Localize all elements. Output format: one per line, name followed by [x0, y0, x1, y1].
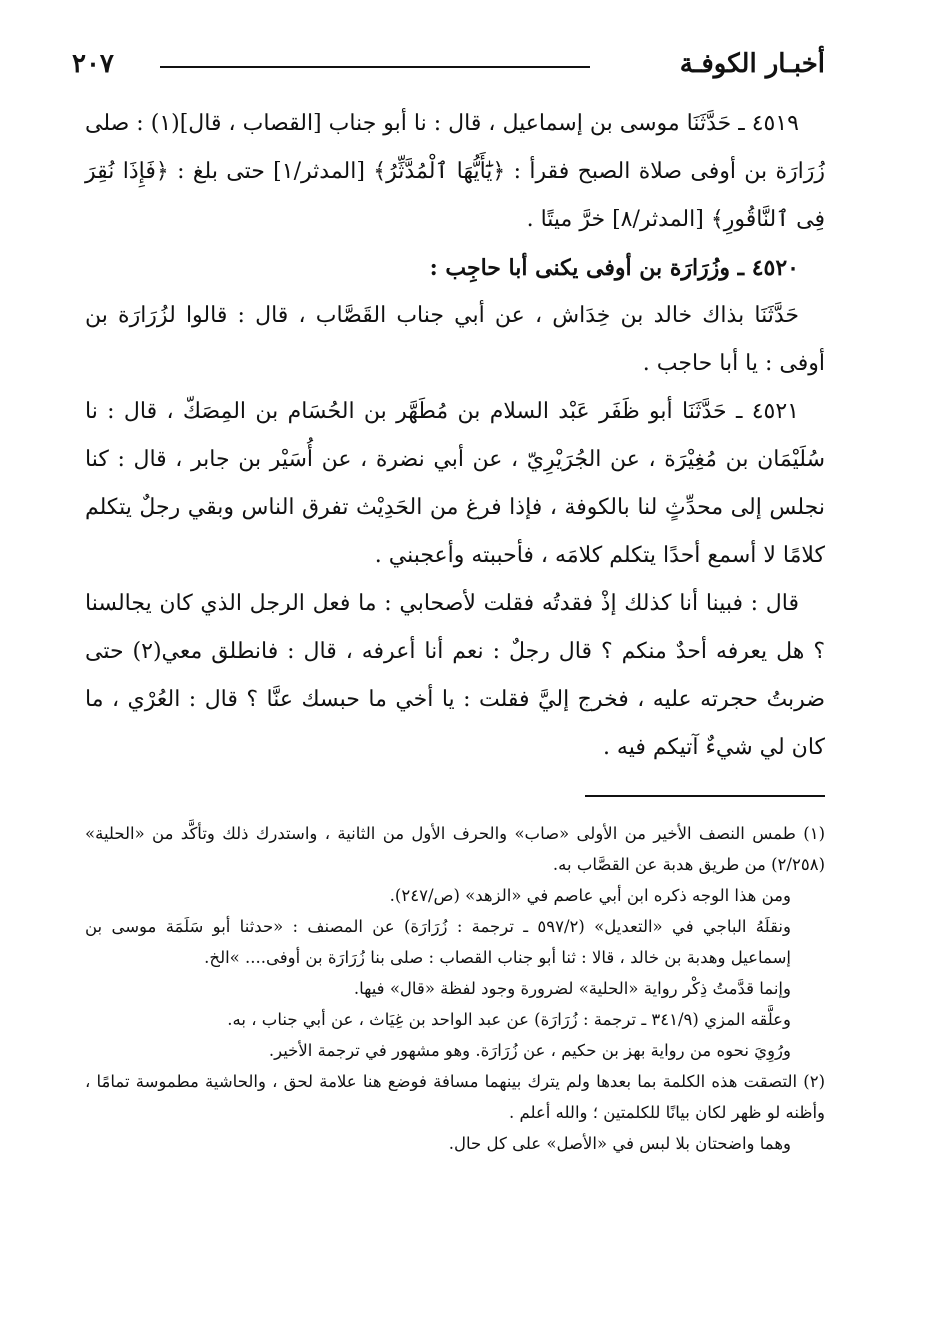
main-text	[85, 100, 825, 772]
footnote-1-line: ورُوِيَ نحوه من رواية بهز بن حكيم ، عن زُرَارَة. وهو مشهور في ترجمة الأخير.	[268, 1041, 791, 1060]
footnote-1-line: وعلَّقه المزي (٣٤١/٩ ـ ترجمة : زُرَارَة) عن عبد الواحد بن غِيَاث ، عن أبي جناب ، به.	[227, 1010, 791, 1029]
hadith-4521: ٤٥٢١ ـ حَدَّثَنَا أبو ظَفَر عَبْد السلام بن مُطَهَّر بن الحُسَام بن المِصَكّ ، قال : نا سُلَيْمَان بن مُغِيْرَة ، عن الجُرَيْرِيّ ، عن أبي نضرة ، عن أُسَيْر بن جابر ، قال : كنا نجلس إلى محدِّثٍ لنا بالكوفة ، فإذا فرغ من الحَدِيْث تفرق الناس وبقي رجلٌ يتكلم كلامًا لا أسمع أحدًا يتكلم كلامَه ، فأحببته وأعجبني .	[85, 399, 825, 568]
running-title: أخبـار الكوفـة	[679, 49, 825, 79]
footnote-1: (١) طمس النصف الأخير من الأولى «صاب» والحرف الأول من الثانية ، واستدرك ذلك وتأكَّد من «الحلية» (٢/٢٥٨) من طريق هدبة عن القصَّاب به.	[85, 824, 825, 874]
header-rule	[160, 66, 590, 68]
hadith-4520-heading: ٤٥٢٠ ـ وزُرَارَة بن أوفى يكنى أبا حاجِب :	[429, 255, 799, 281]
footnotes	[85, 818, 825, 1159]
page-number: ٢٠٧	[72, 49, 114, 79]
footnote-2-line: وهما واضحتان بلا لبس في «الأصل» على كل حال.	[448, 1134, 791, 1153]
hadith-4519: ٤٥١٩ ـ حَدَّثَنَا موسى بن إسماعيل ، قال : نا أبو جناب [القصاب ، قال](١) : صلى زُرَارَة بن أوفى صلاة الصبح فقرأ : ﴿يَٰٓأَيُّهَا ٱلْمُدَّثِّرُ﴾ [المدثر/١] حتى بلغ : ﴿فَإِذَا نُقِرَ فِى ٱلنَّاقُورِ﴾ [المدثر/٨] خرَّ ميتًا .	[85, 111, 826, 232]
hadith-4520-text: حَدَّثَنَا بذاك خالد بن خِدَاش ، عن أبي جناب القَصَّاب ، قال : قالوا لزُرَارَة بن أوفى : يا أبا حاجب .	[85, 303, 825, 376]
footnote-1-line: ونقلَهُ الباجي في «التعديل» (٥٩٧/٢ ـ ترجمة : زُرَارَة) عن المصنف : «حدثنا أبو سَلَمَة موسى بن إسماعيل وهدبة بن خالد ، قالا : ثنا أبو جناب القصاب : صلى بنا زُرَارَة بن أوفى.... »الخ.	[85, 917, 791, 967]
footnote-separator	[585, 795, 825, 797]
hadith-4521-continuation: قال : فبينا أنا كذلك إذْ فقدتُه فقلت لأصحابي : ما فعل الرجل الذي كان يجالسنا ؟ هل يعرفه أحدٌ منكم ؟ قال رجلٌ : نعم أنا أعرفه ، قال : فانطلق معي(٢) حتى ضربتُ حجرته عليه ، فخرج إليَّ فقلت : يا أخي ما حبسك عنَّا ؟ قال : العُرْي ، ما كان لي شيءٌ آتيكم فيه .	[85, 591, 825, 760]
footnote-1-line: وإنما قدَّمتُ ذِكْر رواية «الحلية» لضرورة وجود لفظة «قال» فيها.	[353, 979, 791, 998]
footnote-2: (٢) التصقت هذه الكلمة بما بعدها ولم يترك بينهما مسافة فوضع هنا علامة لحق ، والحاشية مطموسة تمامًا ، وأظنه لو ظهر لكان بيانًا للكلمتين ؛ والله أعلم .	[85, 1072, 825, 1122]
footnote-1-line: ومن هذا الوجه ذكره ابن أبي عاصم في «الزهد» (ص/٢٤٧).	[389, 886, 791, 905]
